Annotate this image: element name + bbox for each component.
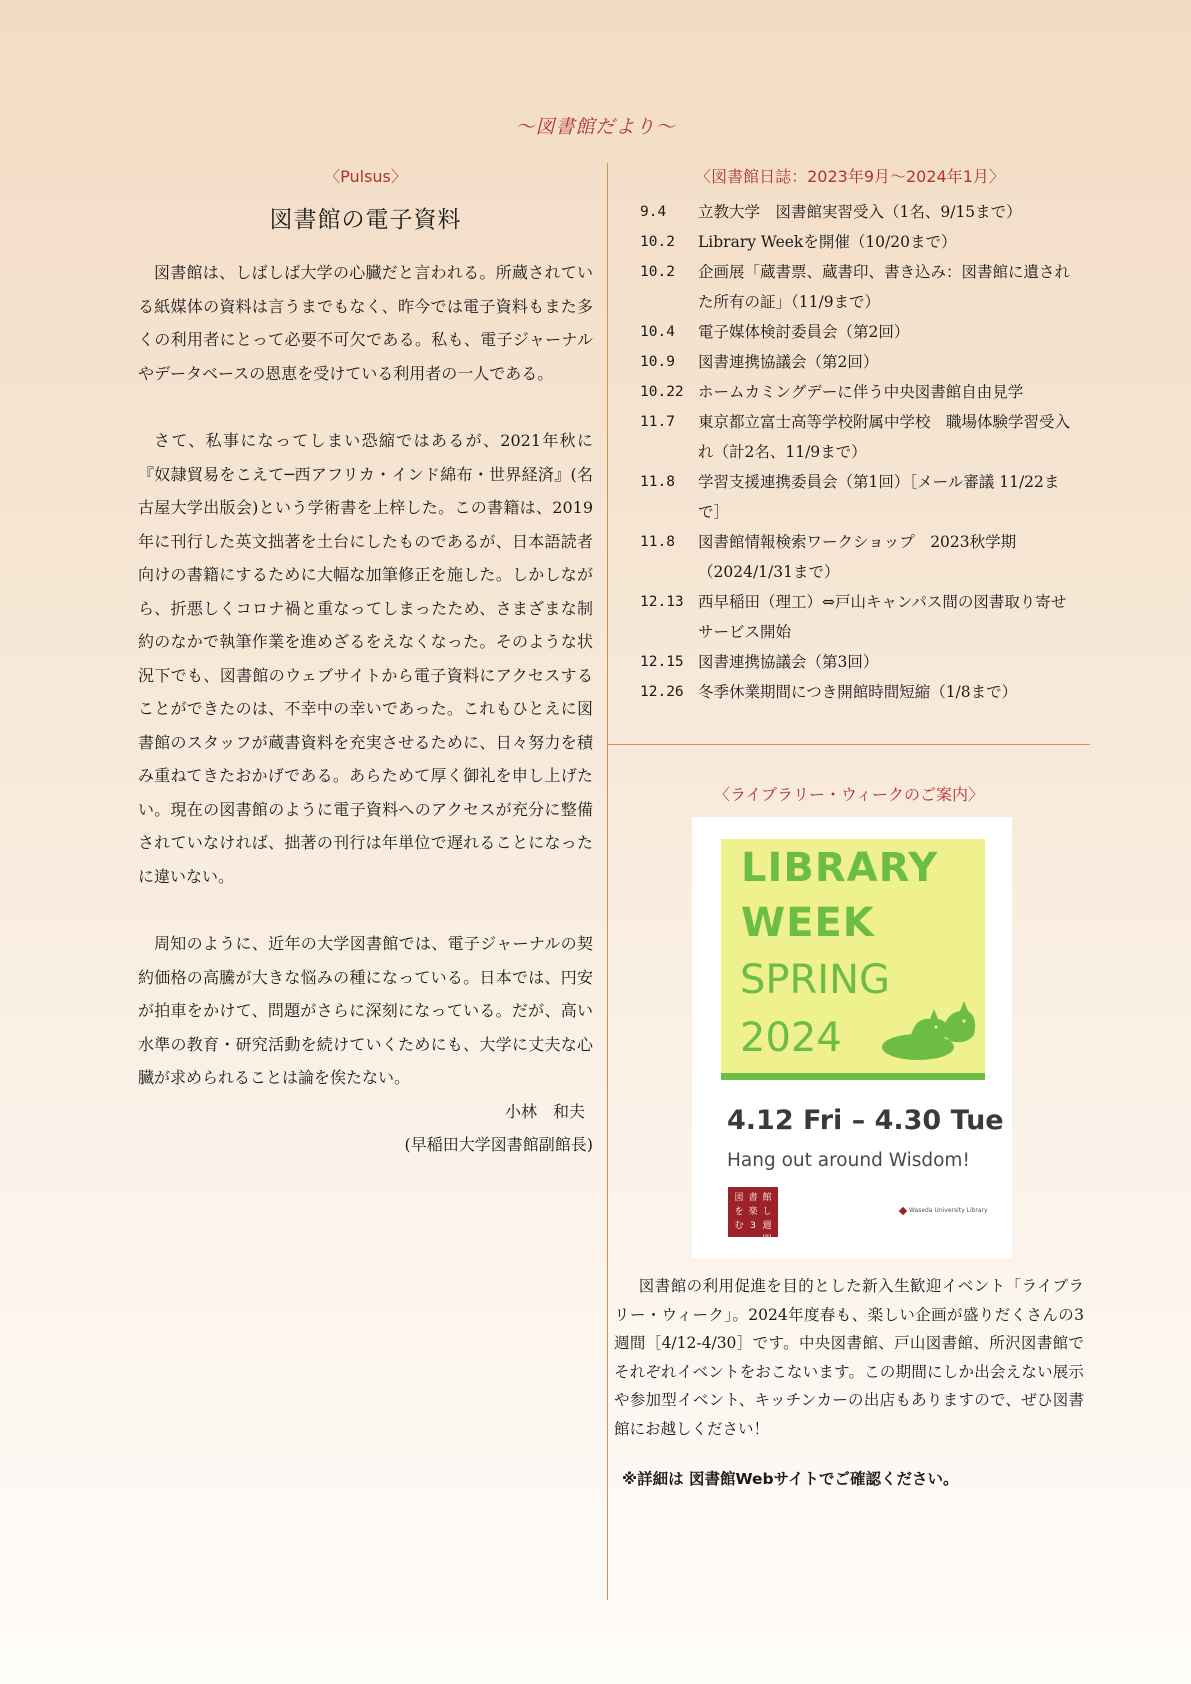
logo-char: む [734, 1221, 744, 1231]
section-divider [608, 744, 1090, 745]
diary-text: 企画展「蔵書票、蔵書印、書き込み：図書館に遺された所有の証」（11/9まで） [698, 263, 1071, 311]
diary-date: 12.26 [640, 684, 684, 700]
logo-char: 楽 [748, 1207, 758, 1217]
website-note: ※詳細は 図書館Webサイトでご確認ください。 [622, 1470, 959, 1488]
author-name: 小林 和夫 [504, 1101, 585, 1121]
diary-date: 11.8 [640, 474, 675, 490]
library-diary [620, 164, 1080, 707]
library-week-logo [728, 1187, 778, 1245]
diary-entry [620, 527, 1080, 587]
logo-char: 週間 [762, 1221, 772, 1245]
diary-entry [620, 257, 1080, 317]
diary-date: 10.9 [640, 354, 675, 370]
column-divider [607, 163, 608, 1600]
diary-date: 12.13 [640, 594, 684, 610]
diary-list [620, 197, 1080, 707]
diary-text: Library Weekを開催（10/20まで） [698, 233, 957, 251]
poster-title-library: LIBRARY [741, 845, 939, 891]
diary-label: 〈図書館日誌：2023年9月～2024年1月〉 [695, 167, 1005, 186]
poster-green-bar [721, 1073, 985, 1080]
diary-entry [620, 347, 1080, 377]
library-week-description [614, 1272, 1084, 1443]
pulsus-label: 〈Pulsus〉 [324, 167, 407, 186]
diary-text: 冬季休業期間につき開館時間短縮（1/8まで） [698, 683, 1018, 701]
diary-text: 東京都立富士高等学校附属中学校 職場体験学習受入れ（計2名、11/9まで） [698, 413, 1071, 461]
diary-date: 12.15 [640, 654, 684, 670]
diary-entry [620, 227, 1080, 257]
diary-entry [620, 197, 1080, 227]
diary-date: 10.4 [640, 324, 675, 340]
diary-text: 図書連携協議会（第2回） [698, 353, 879, 371]
footer-text: Waseda University Library [909, 1207, 988, 1214]
poster-title-year: 2024 [740, 1015, 842, 1061]
poster-tagline: Hang out around Wisdom! [727, 1150, 970, 1171]
diary-entry [620, 377, 1080, 407]
diary-entry [620, 647, 1080, 677]
pulsus-article [138, 164, 593, 1161]
newsletter-masthead: ～図書館だより～ [515, 116, 676, 138]
logo-char: を [734, 1207, 744, 1217]
logo-char: し [762, 1207, 772, 1217]
diary-text: 図書連携協議会（第3回） [698, 653, 879, 671]
author-affiliation: (早稲田大学図書館副館長) [404, 1134, 593, 1154]
diary-date: 11.7 [640, 414, 675, 430]
diary-date: 10.2 [640, 264, 675, 280]
library-week-label: 〈ライブラリー・ウィークのご案内〉 [713, 785, 985, 804]
logo-char: 書 [748, 1193, 758, 1203]
diary-entry [620, 587, 1080, 647]
poster-title-week: WEEK [741, 900, 875, 946]
diary-date: 9.4 [640, 204, 667, 220]
diary-date: 11.8 [640, 534, 675, 550]
diary-date: 10.2 [640, 234, 675, 250]
diary-entry [620, 317, 1080, 347]
diary-text: 図書館情報検索ワークショップ 2023秋学期（2024/1/31まで） [698, 533, 1017, 581]
diary-text: 電子媒体検討委員会（第2回） [698, 323, 910, 341]
diary-text: 西早稲田（理工）⇔戸山キャンパス間の図書取り寄せサービス開始 [698, 593, 1067, 641]
article-title: 図書館の電子資料 [269, 207, 462, 233]
description-text: 図書館の利用促進を目的とした新入生歓迎イベント「ライブラリー・ウィーク」。2024年度春も、楽しい企画が盛りだくさんの3週間［4/12-4/30］です。中央図書館、戸山図書館、所沢図書館でそれぞれイベントをおこないます。この期間にしか出会えない展示や参加型イベント、キッチンカーの出店もありますので、ぜひ図書館にお越しください！ [614, 1277, 1084, 1438]
diary-text: ホームカミングデーに伴う中央図書館自由見学 [698, 383, 1024, 401]
diary-entry [620, 407, 1080, 467]
logo-char: 館 [762, 1193, 772, 1203]
article-paragraph-1: 図書館は、しばしば大学の心臓だと言われる。所蔵されている紙媒体の資料は言うまでもなく、昨今では電子資料もまた多くの利用者にとって必要不可欠である。私も、電子ジャーナルやデータベースの恩恵を受けている利用者の一人である。 [138, 263, 593, 383]
logo-char: 3 [750, 1221, 756, 1231]
poster-title-spring: SPRING [740, 957, 891, 1003]
poster-dates: 4.12 Fri – 4.30 Tue [727, 1105, 1004, 1136]
diary-text: 学習支援連携委員会（第1回）［メール審議 11/22まで］ [698, 473, 1060, 521]
diary-date: 10.22 [640, 384, 684, 400]
article-paragraph-3: 周知のように、近年の大学図書館では、電子ジャーナルの契約価格の高騰が大きな悩みの種になっている。日本では、円安が拍車をかけて、問題がさらに深刻になっている。だが、高い水準の教育・研究活動を続けていくためにも、大学に丈夫な心臓が求められることは論を俟たない。 [138, 934, 593, 1087]
cats-illustration-icon [880, 995, 980, 1065]
article-paragraph-2: さて、私事になってしまい恐縮ではあるが、2021年秋に『奴隷貿易をこえて─西アフリカ・インド綿布・世界経済』(名古屋大学出版会)という学術書を上梓した。この書籍は、2019年に刊行した英文拙著を土台にしたものであるが、日本語読者向けの書籍にするために大幅な加筆修正を施した。しかしながら、折悪しくコロナ禍と重なってしまったため、さまざまな制約のなかで執筆作業を進めざるをえなくなった。そのような状況下でも、図書館のウェブサイトから電子資料にアクセスすることができたのは、不幸中の幸いであった。これもひとえに図書館のスタッフが蔵書資料を充実させるために、日々努力を積み重ねてきたおかげである。あらためて厚く御礼を申し上げたい。現在の図書館のように電子資料へのアクセスが充分に整備されていなければ、拙著の刊行は年単位で遅れることになったに違いない。 [138, 431, 593, 886]
waseda-logo-icon [899, 1206, 907, 1214]
diary-text: 立教大学 図書館実習受入（1名、9/15まで） [698, 203, 1022, 221]
university-library-logo [900, 1207, 988, 1214]
diary-entry [620, 677, 1080, 707]
library-week-poster [692, 817, 1012, 1258]
logo-char: 図 [734, 1193, 744, 1203]
diary-entry [620, 467, 1080, 527]
